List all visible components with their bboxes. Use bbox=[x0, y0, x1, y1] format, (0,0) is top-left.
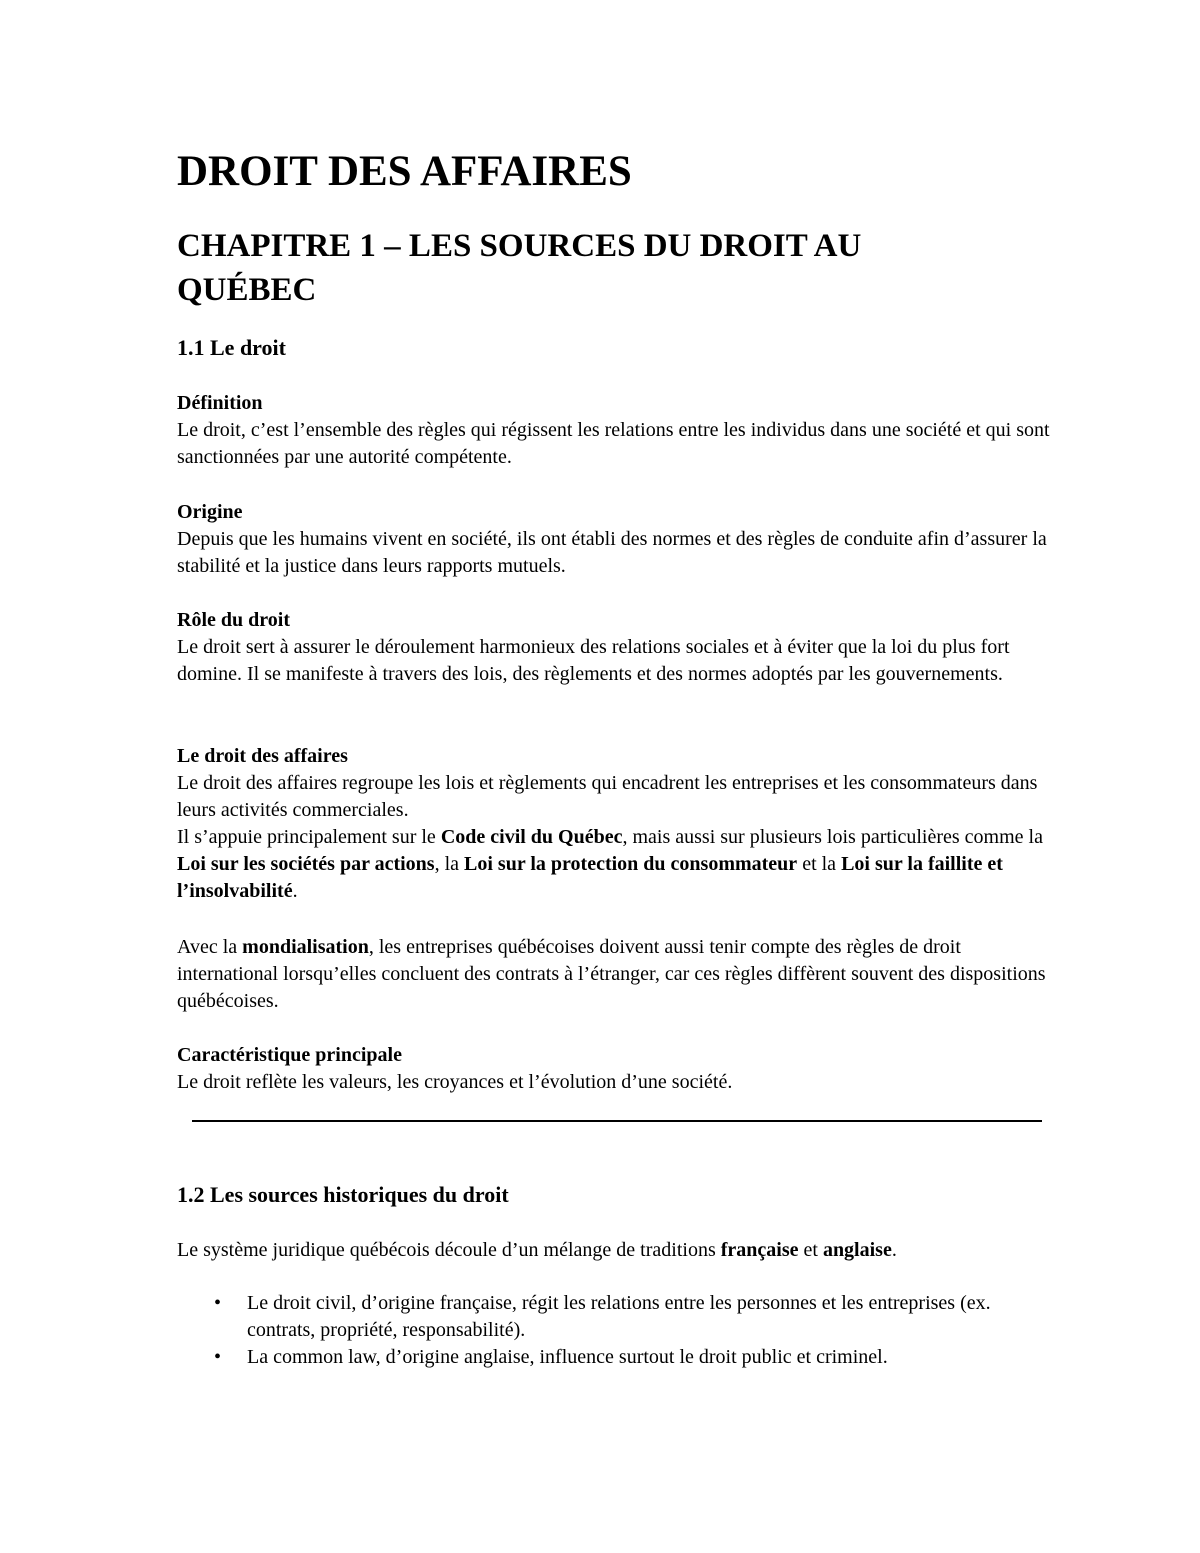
sources-intro-text-3: . bbox=[891, 1239, 897, 1261]
section-heading-1-1: 1.1 Le droit bbox=[177, 335, 286, 360]
bullet-icon: • bbox=[214, 1292, 222, 1314]
definition-block bbox=[177, 390, 1057, 471]
role-label: Rôle du droit bbox=[177, 609, 290, 631]
appuie-text-2: , mais aussi sur plusieurs lois particulières comme la bbox=[622, 826, 1043, 848]
sources-intro-paragraph bbox=[177, 1237, 1057, 1264]
caracteristique-text: Le droit reflète les valeurs, les croyances et l’évolution d’une société. bbox=[177, 1071, 733, 1093]
droit-affaires-label: Le droit des affaires bbox=[177, 745, 348, 767]
mondialisation-text-2: , les entreprises québécoises doivent aussi tenir compte des règles de droit international lorsqu’elles concluent des contrats à l’étranger, car ces règles diffèrent souvent des dispositions québécoises. bbox=[177, 936, 1046, 1012]
section-heading-1-2: 1.2 Les sources historiques du droit bbox=[177, 1182, 509, 1207]
origine-label: Origine bbox=[177, 501, 243, 523]
appuie-text-3: , la bbox=[434, 853, 465, 875]
role-text: Le droit sert à assurer le déroulement harmonieux des relations sociales et à éviter que la loi du plus fort domine. Il se manifeste à travers des lois, des règlements et des normes adoptés par les gouvernements. bbox=[177, 636, 1010, 685]
chapter-title: CHAPITRE 1 – LES SOURCES DU DROIT AU QUÉBEC bbox=[177, 228, 862, 308]
mondialisation-block bbox=[177, 934, 1057, 1015]
mondialisation-text-1: Avec la bbox=[177, 936, 243, 958]
loi-faillite-emphasis: Loi sur la faillite et l’insolvabilité bbox=[177, 853, 1003, 902]
appuie-text-5: . bbox=[292, 880, 298, 902]
loi-protection-emphasis: Loi sur la protection du consommateur bbox=[464, 853, 798, 875]
list-item bbox=[177, 1344, 1057, 1371]
droit-affaires-block bbox=[177, 743, 1057, 905]
droit-affaires-text: Le droit des affaires regroupe les lois et règlements qui encadrent les entreprises et les consommateurs dans leurs activités commerciales. bbox=[177, 772, 1038, 821]
sources-intro-text-1: Le système juridique québécois découle d’un mélange de traditions bbox=[177, 1239, 721, 1261]
anglaise-emphasis: anglaise bbox=[822, 1239, 892, 1261]
appuie-paragraph bbox=[177, 824, 1057, 905]
list-item-text: La common law, d’origine anglaise, influence surtout le droit public et criminel. bbox=[247, 1346, 888, 1368]
definition-text: Le droit, c’est l’ensemble des règles qui régissent les relations entre les individus dans une société et qui sont sanctionnées par une autorité compétente. bbox=[177, 419, 1050, 468]
loi-societes-emphasis: Loi sur les sociétés par actions bbox=[177, 853, 435, 875]
caracteristique-block bbox=[177, 1042, 1057, 1096]
origine-text: Depuis que les humains vivent en société, ils ont établi des normes et des règles de conduite afin d’assurer la stabilité et la justice dans leurs rapports mutuels. bbox=[177, 528, 1047, 577]
bullet-icon: • bbox=[214, 1346, 222, 1368]
mondialisation-paragraph bbox=[177, 934, 1057, 1015]
list-item-text: Le droit civil, d’origine française, régit les relations entre les personnes et les entreprises (ex. contrats, propriété, responsabilité). bbox=[247, 1292, 991, 1341]
mondialisation-emphasis: mondialisation bbox=[242, 936, 369, 958]
appuie-text-4: et la bbox=[797, 853, 842, 875]
appuie-text-1: Il s’appuie principalement sur le bbox=[177, 826, 441, 848]
document-title: DROIT DES AFFAIRES bbox=[177, 148, 632, 195]
list-item bbox=[177, 1290, 1057, 1344]
definition-label: Définition bbox=[177, 392, 263, 414]
origine-block bbox=[177, 499, 1057, 580]
role-block bbox=[177, 607, 1057, 688]
sources-intro-block bbox=[177, 1237, 1057, 1264]
horizontal-divider bbox=[192, 1120, 1042, 1122]
code-civil-emphasis: Code civil du Québec bbox=[440, 826, 623, 848]
sources-bullet-list bbox=[177, 1290, 1057, 1371]
sources-intro-text-2: et bbox=[798, 1239, 823, 1261]
caracteristique-label: Caractéristique principale bbox=[177, 1044, 402, 1066]
francaise-emphasis: française bbox=[720, 1239, 799, 1261]
